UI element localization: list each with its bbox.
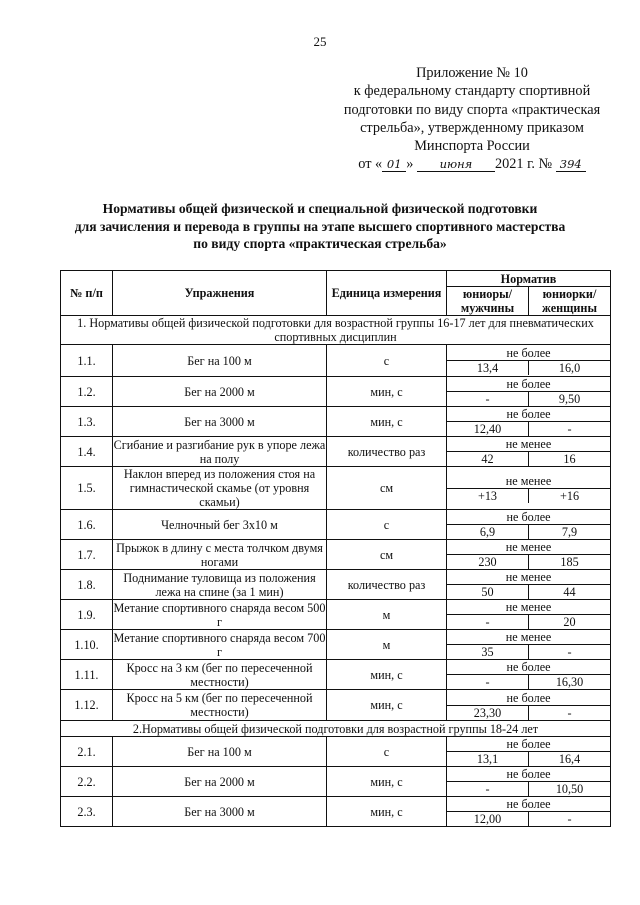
- date-mid: »: [406, 156, 414, 173]
- value-women: 7,9: [528, 525, 610, 539]
- header-exercise: Упражнения: [113, 271, 327, 316]
- header-men: юниоры/ мужчины: [447, 287, 529, 316]
- appendix-line-2: к федеральному стандарту спортивной: [353, 83, 591, 100]
- norm-condition: не более: [506, 737, 551, 751]
- norm-condition: не более: [506, 346, 551, 360]
- table-row: [61, 407, 611, 437]
- norm-condition: не более: [506, 510, 551, 524]
- unit: мин, с: [327, 377, 447, 407]
- norm-cell: [447, 345, 611, 377]
- norm-condition: не менее: [505, 570, 552, 584]
- norm-condition: не более: [506, 767, 551, 781]
- value-women: -: [528, 812, 610, 826]
- exercise-name: Бег на 100 м: [113, 737, 327, 767]
- table-row: [61, 510, 611, 540]
- value-women: 16,4: [528, 752, 610, 766]
- row-number: 1.10.: [61, 630, 113, 660]
- norm-values: [447, 781, 610, 796]
- unit: количество раз: [327, 437, 447, 467]
- norms-table: [60, 270, 611, 827]
- row-number: 1.12.: [61, 690, 113, 721]
- table-row: [61, 377, 611, 407]
- row-number: 2.1.: [61, 737, 113, 767]
- value-women: 20: [528, 615, 610, 629]
- norm-values: [447, 488, 610, 503]
- value-men: 23,30: [473, 705, 502, 720]
- value-women: 185: [528, 555, 610, 569]
- norm-condition: не менее: [505, 437, 552, 451]
- table-row: [61, 437, 611, 467]
- exercise-name: Бег на 3000 м: [113, 797, 327, 827]
- title-line-1: Нормативы общей физической и специальной физической подготовки: [102, 201, 538, 216]
- table-row: [61, 570, 611, 600]
- value-men: 13,4: [476, 361, 499, 375]
- norm-cell: [447, 767, 611, 797]
- unit: см: [327, 540, 447, 570]
- norm-cell: [447, 510, 611, 540]
- exercise-name: Челночный бег 3х10 м: [113, 510, 327, 540]
- exercise-name: Метание спортивного снаряда весом 700 г: [113, 630, 326, 659]
- value-men: -: [485, 615, 490, 629]
- row-number: 1.11.: [61, 660, 113, 690]
- value-women: 16,30: [528, 675, 610, 689]
- unit: м: [327, 600, 447, 630]
- header-women: юниорки/ женщины: [529, 287, 611, 316]
- norm-values: [447, 751, 610, 766]
- value-men: +13: [477, 488, 498, 503]
- row-number: 1.4.: [61, 437, 113, 467]
- table-row: [61, 737, 611, 767]
- value-men: 6,9: [479, 525, 496, 539]
- value-men: 42: [481, 452, 494, 466]
- title-line-3: по виду спорта «практическая стрельба»: [193, 236, 447, 251]
- norm-condition: не менее: [505, 630, 552, 644]
- row-number: 1.9.: [61, 600, 113, 630]
- norm-values: [447, 584, 610, 599]
- norm-condition: не более: [506, 797, 551, 811]
- section-2-title: 2.Нормативы общей физической подготовки для возрастной группы 18-24 лет: [61, 721, 611, 737]
- unit: см: [327, 467, 447, 510]
- exercise-name: Бег на 2000 м: [113, 767, 327, 797]
- exercise-name: Наклон вперед из положения стоя на гимнастической скамье (от уровня скамьи): [113, 467, 327, 510]
- norm-values: [447, 451, 610, 466]
- order-number: 394: [556, 157, 586, 172]
- exercise-name: Бег на 2000 м: [113, 377, 327, 407]
- norm-values: [447, 391, 610, 406]
- row-number: 1.5.: [61, 467, 113, 510]
- value-women: 16: [528, 452, 610, 466]
- value-women: 10,50: [528, 782, 610, 796]
- norm-values: [447, 614, 610, 629]
- value-men: 35: [481, 645, 494, 659]
- appendix-line-5: Минспорта России: [414, 138, 530, 155]
- table-row: [61, 660, 611, 690]
- norm-values: [447, 421, 610, 436]
- norm-cell: [447, 600, 611, 630]
- appendix-header: [322, 64, 622, 174]
- document-title: [40, 200, 600, 253]
- norm-cell: [447, 630, 611, 660]
- table-row: [61, 797, 611, 827]
- norm-condition: не более: [506, 377, 551, 391]
- exercise-name: Кросс на 3 км (бег по пересеченной местности): [113, 660, 327, 690]
- norm-values: [447, 360, 610, 375]
- norm-values: [447, 811, 610, 826]
- value-men: 12,00: [473, 812, 502, 826]
- value-men: -: [485, 782, 490, 796]
- date-year: 2021 г. №: [494, 156, 553, 173]
- date-prefix: от «: [358, 156, 383, 173]
- appendix-date-line: [322, 155, 622, 173]
- value-men: 50: [481, 585, 494, 599]
- exercise-name: Кросс на 5 км (бег по пересеченной местности): [113, 690, 327, 721]
- value-women: +16: [528, 489, 610, 503]
- norm-values: [447, 524, 610, 539]
- norm-values: [447, 644, 610, 659]
- norm-cell: [447, 797, 611, 827]
- value-men: -: [485, 392, 490, 406]
- table-row: [61, 345, 611, 377]
- unit: мин, с: [327, 797, 447, 827]
- header-unit: Единица измерения: [327, 271, 447, 316]
- unit: количество раз: [327, 570, 447, 600]
- value-men: 230: [478, 555, 497, 569]
- norm-condition: не менее: [505, 540, 552, 554]
- norm-values: [447, 674, 610, 689]
- appendix-line-1: Приложение № 10: [416, 65, 528, 81]
- norm-cell: [447, 540, 611, 570]
- unit: с: [327, 737, 447, 767]
- table-row: [61, 540, 611, 570]
- row-number: 1.2.: [61, 377, 113, 407]
- table-row: [61, 630, 611, 660]
- norm-cell: [447, 690, 611, 721]
- exercise-name: Метание спортивного снаряда весом 500 г: [113, 600, 326, 629]
- date-day: 01: [382, 157, 406, 172]
- value-women: 44: [528, 585, 610, 599]
- exercise-name: Бег на 3000 м: [113, 407, 327, 437]
- norm-cell: [447, 377, 611, 407]
- appendix-line-3: подготовки по виду спорта «практическая: [343, 101, 601, 118]
- exercise-name: Прыжок в длину с места толчком двумя ногами: [113, 540, 327, 570]
- unit: с: [327, 345, 447, 377]
- page-number: 25: [313, 34, 327, 49]
- value-women: 16,0: [528, 361, 610, 375]
- table-row: [61, 690, 611, 721]
- norm-cell: [447, 467, 611, 510]
- norm-values: [447, 554, 610, 569]
- norm-condition: не более: [506, 690, 551, 705]
- row-number: 1.1.: [61, 345, 113, 377]
- value-women: -: [528, 706, 610, 720]
- norm-values: [447, 705, 610, 720]
- unit: с: [327, 510, 447, 540]
- norm-condition: не менее: [505, 600, 552, 614]
- exercise-name: Поднимание туловища из положения лежа на спине (за 1 мин): [113, 570, 327, 600]
- row-number: 1.7.: [61, 540, 113, 570]
- unit: мин, с: [327, 690, 447, 721]
- unit: мин, с: [327, 407, 447, 437]
- table-row: [61, 467, 611, 510]
- row-number: 1.6.: [61, 510, 113, 540]
- appendix-line-4: стрельба», утвержденному приказом: [360, 119, 584, 136]
- norm-cell: [447, 407, 611, 437]
- value-men: 13,1: [476, 752, 499, 766]
- exercise-name: Бег на 100 м: [113, 345, 327, 377]
- row-number: 2.2.: [61, 767, 113, 797]
- value-men: -: [485, 675, 490, 689]
- norm-condition: не более: [506, 407, 551, 421]
- value-men: 12,40: [473, 422, 502, 436]
- value-women: -: [528, 645, 610, 659]
- norm-cell: [447, 437, 611, 467]
- exercise-name: Сгибание и разгибание рук в упоре лежа на полу: [113, 437, 326, 466]
- row-number: 1.3.: [61, 407, 113, 437]
- norm-condition: не менее: [505, 473, 552, 488]
- section-1-title: 1. Нормативы общей физической подготовки для возрастной группы 16-17 лет для пневматических спортивных дисциплин: [61, 316, 611, 345]
- header-no: № п/п: [61, 271, 113, 316]
- unit: м: [327, 630, 447, 660]
- norm-cell: [447, 660, 611, 690]
- norm-cell: [447, 570, 611, 600]
- value-women: -: [528, 422, 610, 436]
- norm-cell: [447, 737, 611, 767]
- unit: мин, с: [327, 767, 447, 797]
- value-women: 9,50: [528, 392, 610, 406]
- row-number: 1.8.: [61, 570, 113, 600]
- norm-condition: не более: [506, 660, 551, 674]
- unit: мин, с: [327, 660, 447, 690]
- table-row: [61, 600, 611, 630]
- table-row: [61, 767, 611, 797]
- date-month: июня: [417, 157, 495, 172]
- title-line-2: для зачисления и перевода в группы на этапе высшего спортивного мастерства: [74, 218, 566, 234]
- row-number: 2.3.: [61, 797, 113, 827]
- header-norm: Норматив: [447, 271, 611, 287]
